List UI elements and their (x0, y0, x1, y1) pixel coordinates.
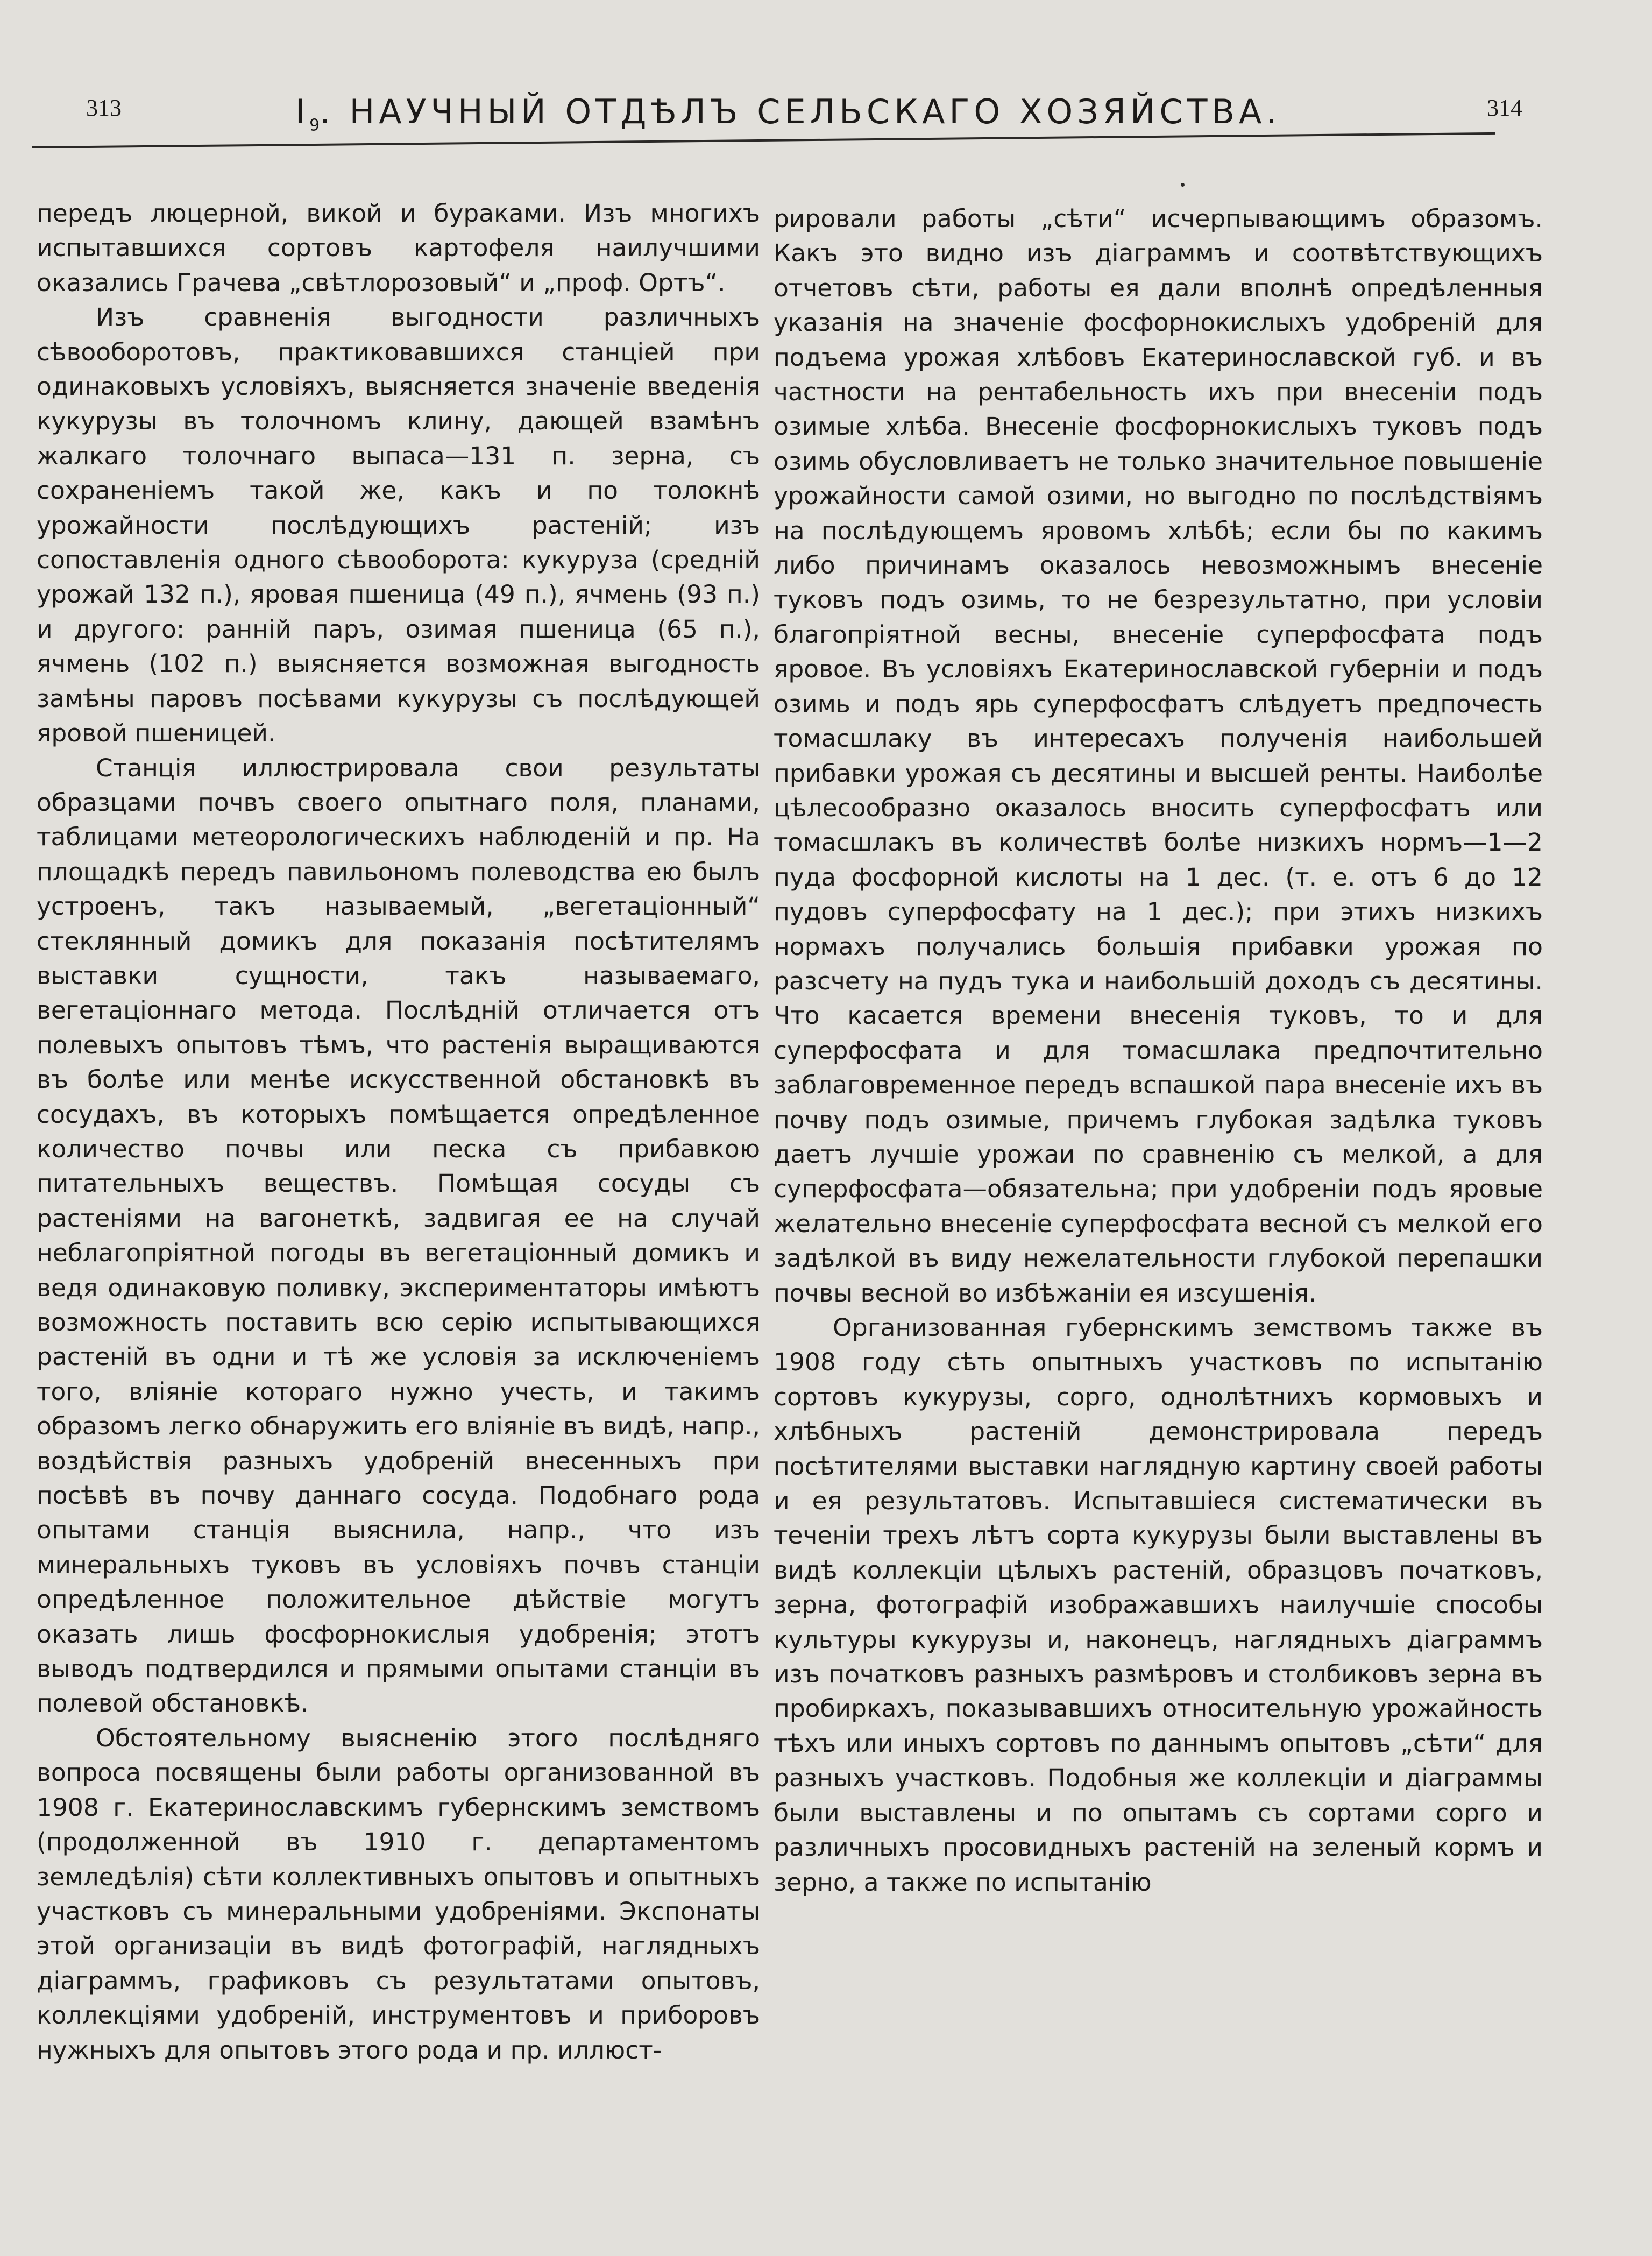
paragraph: Изъ сравненія выгодности различныхъ сѣвооборотовъ, практиковавшихся станціей при одинаковыхъ условіяхъ, выясняется значеніе введенія кукурузы въ толочномъ клину, дающей взамѣнъ жалкаго толочнаго выпаса—131 п. зерна, съ сохраненіемъ такой же, какъ и по толокнѣ урожайности послѣдующихъ растеній; изъ сопоставленія одного сѣвооборота: кукуруза (средній урожай 132 п.), яровая пшеница (49 п.), ячмень (93 п.) и другого: ранній паръ, озимая пшеница (65 п.), ячмень (102 п.) выясняется возможная выгодность замѣны паровъ посѣвами кукурузы съ послѣдующей яровой пшеницей. (37, 303, 760, 748)
paragraph: передъ люцерной, викой и бураками. Изъ многихъ испытавшихся сортовъ картофеля наилучшими оказались Грачева „свѣтлорозовый“ и „проф. Ортъ“. (37, 199, 760, 297)
paragraph: рировали работы „сѣти“ исчерпывающимъ образомъ. Какъ это видно изъ діаграммъ и соотвѣтствующихъ отчетовъ сѣти, работы ея дали вполнѣ опредѣленныя указанія на значеніе фосфорнокислыхъ удобреній для подъема урожая хлѣбовъ Екатеринославской губ. и въ частности на рентабельность ихъ при внесеніи подъ озимые хлѣба. Внесеніе фосфорнокислыхъ туковъ подъ озимь обусловливаетъ не только значительное повышеніе урожайности самой озими, но выгодно по послѣдствіямъ на послѣдующемъ яровомъ хлѣбѣ; если бы по какимъ либо причинамъ оказалось невозможнымъ внесеніе туковъ подъ озимь, то не безрезультатно, при условіи благопріятной весны, внесеніе суперфосфата подъ яровое. Въ условіяхъ Екатеринославской губерніи и подъ озимь и подъ ярь суперфосфатъ слѣдуетъ предпочесть томасшлаку въ интересахъ полученія наибольшей прибавки урожая съ десятины и высшей ренты. Наиболѣе цѣлесообразно оказалось вносить суперфосфатъ или томасшлакъ въ количествѣ болѣе низкихъ нормъ—1—2 пуда фосфорной кислоты на 1 дес. (т. е. отъ 6 до 12 пудовъ суперфосфату на 1 дес.); при этихъ низкихъ нормахъ получались большія прибавки урожая по разсчету на пудъ тука и наибольшій доходъ съ десятины. Что касается времени внесенія туковъ, то и для суперфосфата и для томасшлака предпочтительно заблаговременное передъ вспашкой пара внесеніе ихъ въ почву подъ озимые, причемъ глубокая задѣлка туковъ даетъ лучшіе урожаи по сравненію съ мелкой, а для суперфосфата—обязательна; при удобреніи подъ яровые желательно внесеніе суперфосфата весной съ мелкой его задѣлкой въ виду нежелательности глубокой перепашки почвы весной во избѣжаніи ея изсушенія. (774, 204, 1543, 1307)
ink-speck (1181, 183, 1185, 187)
section-title (264, 92, 1313, 135)
paragraph: Станція иллюстрировала свои результаты образцами почвъ своего опытнаго поля, планами, таблицами метеорологическихъ наблюденій и пр. На площадкѣ передъ павильономъ полеводства ею былъ устроенъ, такъ называемый, „вегетаціонный“ стеклянный домикъ для показанія посѣтителямъ выставки сущности, такъ называемаго, вегетаціоннаго метода. Послѣдній отличается отъ полевыхъ опытовъ тѣмъ, что растенія выращиваются въ болѣе или менѣе искусственной обстановкѣ въ сосудахъ, въ которыхъ помѣщается опредѣленное количество почвы или песка съ прибавкою питательныхъ веществъ. Помѣщая сосуды съ растеніями на вагонеткѣ, задвигая ее на случай неблагопріятной погоды въ вегетаціонный домикъ и ведя одинаковую поливку, экспериментаторы имѣютъ возможность поставить всю серію испытывающихся растеній въ одни и тѣ же условія за исключеніемъ того, вліяніе котораго нужно учесть, и такимъ образомъ легко обнаружить его вліяніе въ видѣ, напр., воздѣйствія разныхъ удобреній внесенныхъ при посѣвѣ въ почву даннаго сосуда. Подобнаго рода опытами станція выяснила, напр., что изъ минеральныхъ туковъ въ условіяхъ почвъ станціи опредѣленное положительное дѣйствіе могутъ оказать лишь фосфорнокислыя удобренія; этотъ выводъ подтвердился и прямыми опытами станціи въ полевой обстановкѣ. (37, 753, 760, 1718)
left-column (37, 196, 760, 2068)
right-column (774, 202, 1543, 1900)
section-mark: I (295, 92, 310, 131)
page-number-left: 313 (86, 95, 122, 121)
section-subscript: 9 (309, 116, 320, 135)
page-number-right: 314 (1487, 95, 1522, 121)
paragraph: Обстоятельному выясненію этого послѣдняго вопроса посвящены были работы организованной въ 1908 г. Екатеринославскимъ губернскимъ земствомъ (продолженной въ 1910 г. департаментомъ земледѣлія) сѣти коллективныхъ опытовъ и опытныхъ участковъ съ минеральными удобреніями. Экспонаты этой организаціи въ видѣ фотографій, наглядныхъ діаграммъ, графиковъ съ результатами опытовъ, коллекціями удобреній, инструментовъ и приборовъ нужныхъ для опытовъ этого рода и пр. иллюст- (37, 1723, 760, 2064)
section-title-text: . НАУЧНЫЙ ОТДѢЛЪ СЕЛЬСКАГО ХОЗЯЙСТВА. (320, 92, 1281, 131)
running-header (48, 94, 1603, 137)
paragraph: Организованная губернскимъ земствомъ также въ 1908 году сѣть опытныхъ участковъ по испытанію сортовъ кукурузы, сорго, однолѣтнихъ кормовыхъ и хлѣбныхъ растеній демонстрировала передъ посѣтителями выставки наглядную картину своей работы и ея результатовъ. Испытавшіеся систематически въ теченіи трехъ лѣтъ сорта кукурузы были выставлены въ видѣ коллекціи цѣлыхъ растеній, образцовъ початковъ, зерна, фотографій изображавшихъ наилучшіе способы культуры кукурузы и, наконецъ, наглядныхъ діаграммъ изъ початковъ разныхъ размѣровъ и столбиковъ зерна въ пробиркахъ, показывавшихъ относительную урожайность тѣхъ или иныхъ сортовъ по даннымъ опытовъ „сѣти“ для разныхъ участковъ. Подобныя же коллекціи и діаграммы были выставлены и по опытамъ съ сортами сорго и различныхъ просовидныхъ растеній на зеленый кормъ и зерно, а также по испытанію (774, 1313, 1543, 1897)
